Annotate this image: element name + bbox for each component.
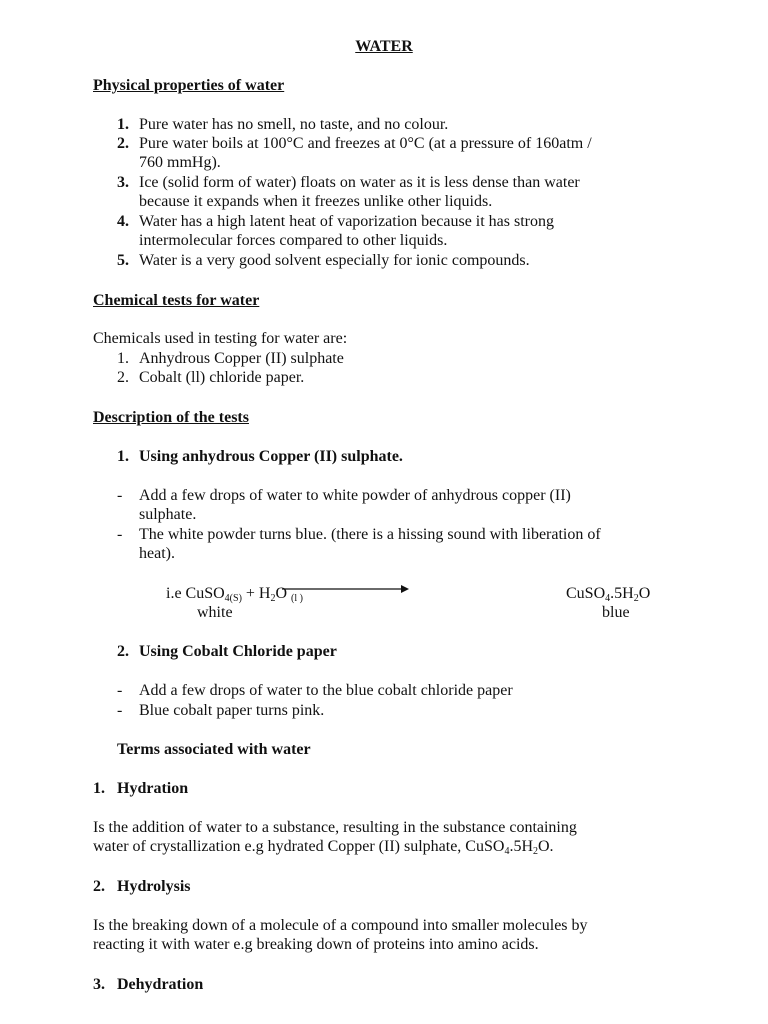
- description-heading: Description of the tests: [93, 409, 249, 426]
- list-item-continuation: because it expands when it freezes unlike other liquids.: [139, 193, 493, 210]
- list-item-continuation: 760 mmHg).: [139, 154, 221, 171]
- reaction-equation-reactants: i.e CuSO$_{4(S)}$ + $H_2O$ $_{(l )}$: [166, 585, 303, 604]
- physical-properties-heading: Physical properties of water: [93, 77, 285, 94]
- bullet-continuation: heat).: [139, 545, 175, 562]
- term-definition-line: reacting it with water e.g breaking down of proteins into amino acids.: [93, 936, 539, 953]
- list-item-continuation: intermolecular forces compared to other liquids.: [139, 232, 448, 249]
- reaction-equation-product: $CuSO_4.5H_2O$: [566, 585, 651, 604]
- reaction-arrow-icon: [282, 584, 410, 596]
- bullet-continuation: sulphate.: [139, 506, 197, 523]
- term-definition-line: Is the breaking down of a molecule of a compound into smaller molecules by: [93, 917, 588, 934]
- term-definition-line: water of crystallization e.g hydrated Copper (II) sulphate, $CuSO_4.5H_2O$.: [93, 838, 554, 857]
- terms-heading: Terms associated with water: [117, 741, 311, 758]
- product-colour-label: blue: [602, 604, 630, 621]
- term-definition-line: Is the addition of water to a substance, resulting in the substance containing: [93, 819, 577, 836]
- document-page: WATER Physical properties of water 1. Pure water has no smell, no taste, and no colour. 2. Pure water boils at 100°C and freezes at 0°C (at a pressure of 160atm / 760 mmHg). 3. Ice (solid form of water) floats on water as it is less dense than water because it expands when it freezes unlike other liquids. 4. Water has a high latent heat of vaporization because it has strong intermolecular forces compared to other liquids. 5. Water is a very good solvent especially for ionic compounds. Chemical tests for water Chemicals used in testing for water are: 1. Anhydrous Copper (II) sulphate 2. Cobalt (ll) chloride paper. Description of the tests 1. Using anhydrous Copper (II) sulphate. - Add a few drops of water to white powder of anhydrous copper (II) sulphate. - The white powder turns blue. (there is a hissing sound with liberation of heat). i.e CuSO$_{4(S)}$ + $H_2O$ $_{(l )}$ $CuSO_4.5H_2O$ white blue 2. Using Cobalt Chloride paper - Add a few drops of water to the blue cobalt chloride paper - Blue cobalt paper turns pink. Terms associated with water 1. Hydration Is the addition of water to a substance, resulting in the substance containing water of crystallization e.g hydrated Copper (II) sulphate, $CuSO_4.5H_2O$. 2. Hydrolysis Is the breaking down of a molecule of a compound into smaller molecules by reacting it with water e.g breaking down of proteins into amino acids. 3. Dehydration: [0, 0, 768, 1024]
- document-title: WATER: [355, 38, 413, 55]
- chemical-tests-intro: Chemicals used in testing for water are:: [93, 330, 348, 347]
- chemical-tests-heading: Chemical tests for water: [93, 292, 260, 309]
- reactant-colour-label: white: [197, 604, 233, 621]
